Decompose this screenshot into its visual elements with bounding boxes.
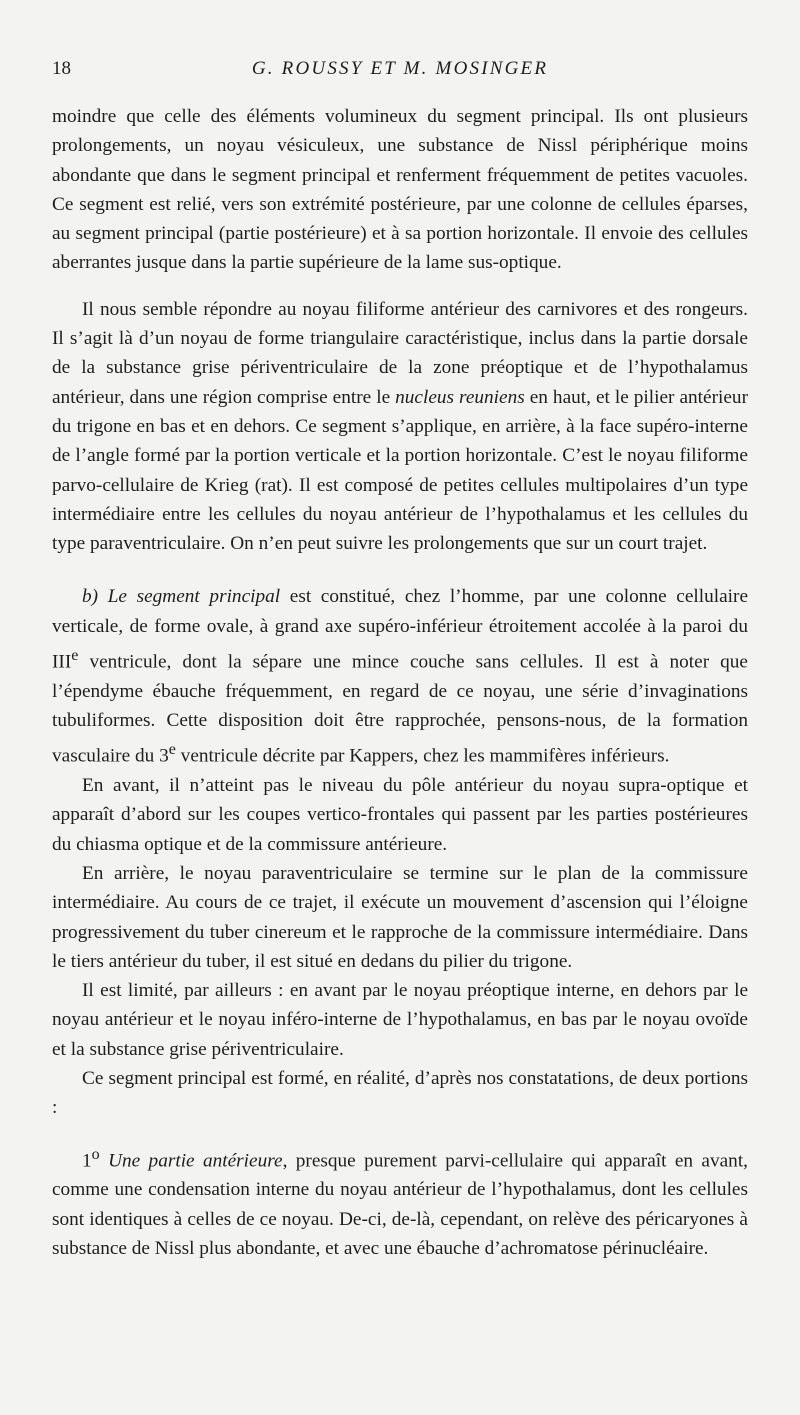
paragraph-3-text-a: est constitué, chez l’homme, par une colonne cellulaire verticale, de forme ovale, à grand axe supéro-inférieur étroitement accolée à la paroi du III [52,586,748,673]
paragraph-1: moindre que celle des éléments volumineux du segment principal. Ils ont plusieurs prolongements, un noyau vésiculeux, une substance de Nissl périphérique moins abondante que dans le segment principal et renferment fréquemment de petites vacuoles. Ce segment est relié, vers son extrémité postérieure, par une colonne de cellules éparses, au segment principal (partie postérieure) et à sa portion horizontale. Il envoie des cellules aberrantes jusque dans la partie supérieure de la lame sus-optique. [52,106,748,274]
paragraph-8 [52,1140,748,1264]
paragraph-2-text-after: en haut, et le pilier antérieur du trigone en bas et en dehors. Ce segment s’applique, en arrière, à la face supéro-interne de l’angle formé par la portion verticale et la portion horizontale. C’est le noyau filiforme parvo-cellulaire de Krieg (rat). Il est composé de petites cellules multipolaires d’un type intermédiaire entre les cellules du noyau antérieur de l’hypothalamus et les cellules du type paraventriculaire. On n’en peut suivre les prolongements que sur un court trajet. [52,386,748,555]
paragraph-3-text-b: ventricule, dont la sépare une mince couche sans cellules. Il est à noter que l’épendyme ébauche fréquemment, en regard de ce noyau, une série d’invaginations tubuliformes. Cette disposition doit être rapprochée, pensons-nous, de la formation vasculaire du 3 [52,651,748,767]
section-heading-segment-principal: b) Le segment principal [82,586,281,608]
superscript: e [168,741,176,759]
paragraph-3 [52,582,748,771]
paragraph-2-text-before: Il nous semble répondre au noyau filiforme antérieur des carnivores et des rongeurs. Il s’agit là d’un noyau de forme triangulaire caractéristique, inclus dans la partie dorsale de la substance grise périventriculaire de la zone préoptique et de l’hypothalamus antérieur, dans une région comprise entre le [52,298,748,408]
body-text [52,102,748,1263]
paragraph-7: Ce segment principal est formé, en réalité, d’après nos constatations, de deux portions : [52,1068,748,1119]
page-number: 18 [52,58,71,79]
paragraph-2 [52,295,748,559]
superscript: e [71,647,79,665]
paragraph-3-text-c: ventricule décrite par Kappers, chez les mammifères inférieurs. [175,745,670,767]
partie-anterieure-term: Une partie antérieure [108,1150,283,1172]
paragraph-8-text: , presque purement parvi-cellulaire qui apparaît en avant, comme une condensation interne du noyau antérieur de l’hypothalamus, dont les cellules sont identiques à celles de ce noyau. De-ci, de-là, cependant, on relève des péricaryones à substance de Nissl plus abondante, et avec une ébauche d’achromatose périnucléaire. [52,1150,748,1259]
paragraph-6: Il est limité, par ailleurs : en avant par le noyau préoptique interne, en dehors par le noyau antérieur et le noyau inféro-interne de l’hypothalamus, en bas par le noyau ovoïde et la substance grise périventriculaire. [52,980,748,1060]
running-head [52,58,748,88]
list-number: 1 [82,1150,92,1172]
running-title: G. ROUSSY ET M. MOSINGER [251,58,549,79]
paragraph-4: En avant, il n’atteint pas le niveau du pôle antérieur du noyau supra-optique et apparaît d’abord sur les coupes vertico-frontales qui passent par les parties postérieures du chiasma optique et de la commissure antérieure. [52,775,748,855]
paragraph-5: En arrière, le noyau paraventriculaire se termine sur le plan de la commissure intermédiaire. Au cours de ce trajet, il exécute un mouvement d’ascension qui l’éloigne progressivement du tuber cinereum et le rapproche de la commissure intermédiaire. Dans le tiers antérieur du tuber, il est situé en dedans du pilier du trigone. [52,862,748,972]
nucleus-reuniens-term: nucleus reuniens [395,386,525,408]
superscript: o [91,1145,100,1163]
